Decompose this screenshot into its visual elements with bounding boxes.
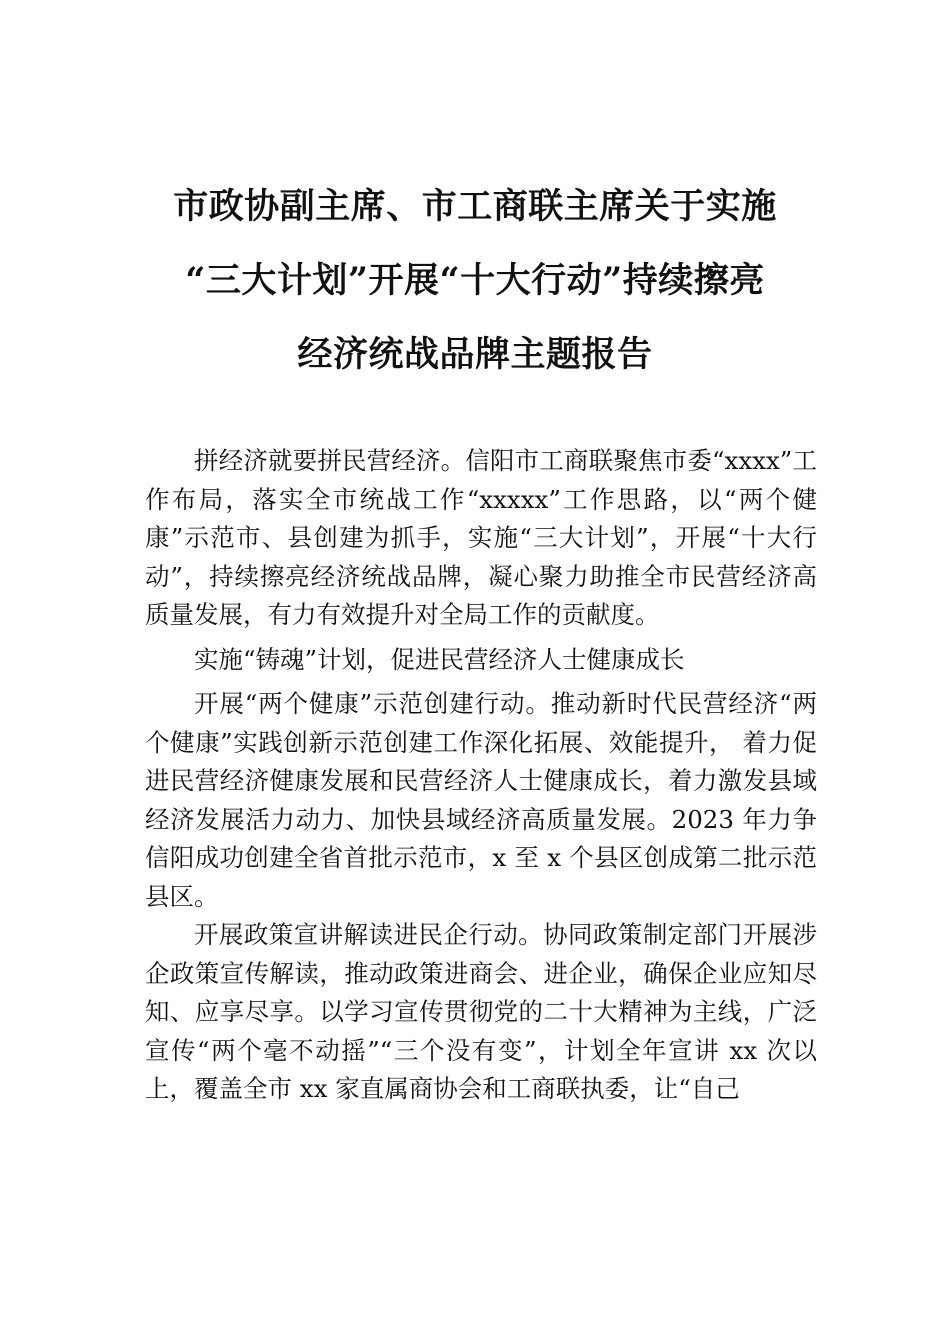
title-line-3: 经济统战品牌主题报告 [297,334,653,375]
paragraph-intro: 拼经济就要拼民营经济。信阳市工商联聚焦市委“xxxx”工作布局，落实全市统战工作“xxxxx”工作思路，以“两个健康”示范市、县创建为抓手，实施“三大计划”，开展“十大行动”，持续擦亮经济统战品牌，凝心聚力助推全市民营经济高质量发展，有力有效提升对全局工作的贡献度。 [145,446,817,629]
document-body [145,442,817,1109]
paragraph-demonstration: 开展“两个健康”示范创建行动。推动新时代民营经济“两个健康”实践创新示范创建工作深化拓展、效能提升， 着力促进民营经济健康发展和民营经济人士健康成长，着力激发县域经济发展活力动力、加快县域经济高质量发展。2023 年力争信阳成功创建全省首批示范市，x 至 x 个县区创成第二批示范县区。 [145,689,817,911]
document-title [120,170,830,392]
section-heading: 实施“铸魂”计划，促进民营经济人士健康成长 [194,644,685,674]
paragraph-policy: 开展政策宣讲解读进民企行动。协同政策制定部门开展涉企政策宣传解读，推动政策进商会、进企业，确保企业应知尽知、应享尽享。以学习宣传贯彻党的二十大精神为主线，广泛宣传“两个毫不动摇”“三个没有变”，计划全年宣讲 xx 次以上，覆盖全市 xx 家直属商协会和工商联执委，让“自己 [145,920,817,1103]
title-line-2: “三大计划”开展“十大行动”持续擦亮 [185,260,765,301]
title-line-1: 市政协副主席、市工商联主席关于实施 [173,186,777,227]
